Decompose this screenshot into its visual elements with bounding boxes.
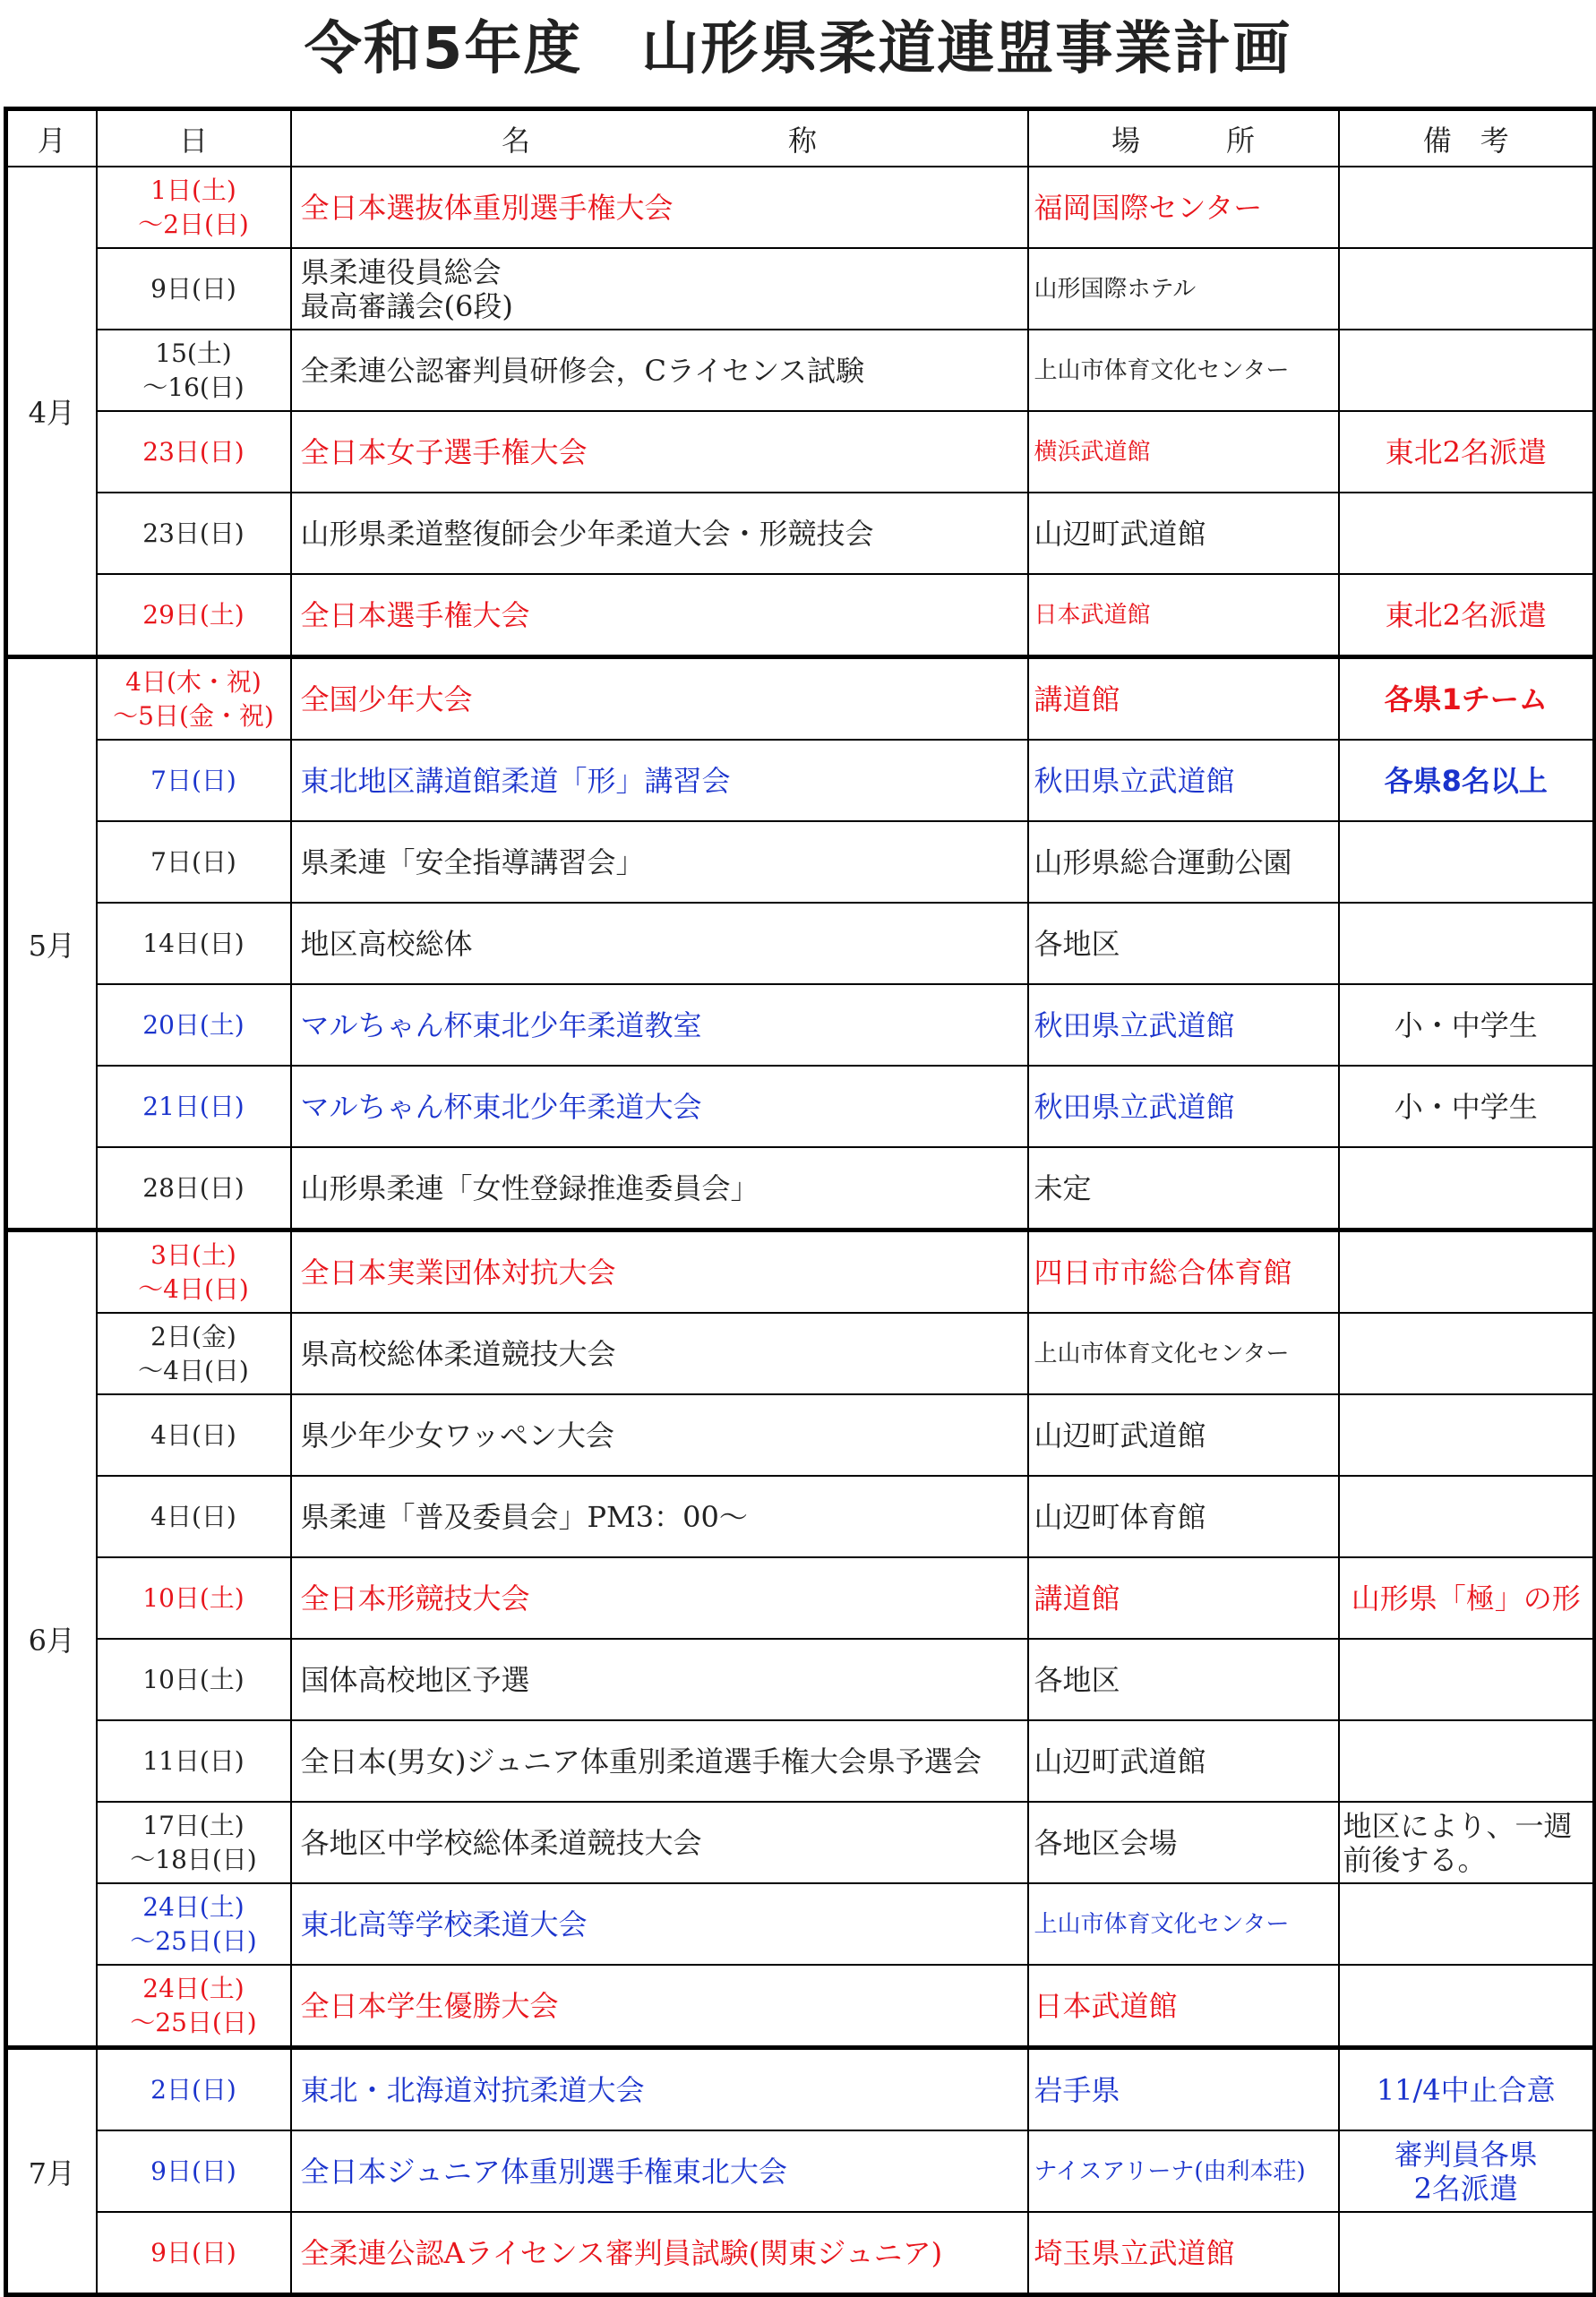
- note-cell: [1339, 1639, 1595, 1720]
- table-row: [6, 1557, 1595, 1639]
- table-row: [6, 1965, 1595, 2048]
- table-row: [6, 1720, 1595, 1802]
- event-name-cell: 全日本学生優勝大会: [291, 1965, 1028, 2048]
- date-cell: 15(土) ～16(日): [97, 330, 291, 411]
- table-row: [6, 1639, 1595, 1720]
- date-cell: 2日(日): [97, 2048, 291, 2131]
- place-cell: 講道館: [1028, 1557, 1339, 1639]
- date-cell: 24日(土) ～25日(日): [97, 1883, 291, 1965]
- date-cell: 17日(土) ～18日(日): [97, 1802, 291, 1883]
- note-cell: 東北2名派遣: [1339, 574, 1595, 657]
- table-row: [6, 574, 1595, 657]
- table-row: [6, 167, 1595, 248]
- note-cell: [1339, 1147, 1595, 1230]
- month-cell: 5月: [6, 657, 97, 1230]
- table-row: [6, 903, 1595, 984]
- event-name-cell: 山形県柔道整復師会少年柔道大会・形競技会: [291, 493, 1028, 574]
- place-cell: 各地区: [1028, 903, 1339, 984]
- schedule-table: [4, 107, 1596, 2297]
- place-cell: 未定: [1028, 1147, 1339, 1230]
- place-cell: 講道館: [1028, 657, 1339, 741]
- place-cell: 秋田県立武道館: [1028, 740, 1339, 821]
- header-row: [6, 109, 1595, 167]
- event-name-cell: 山形県柔連「女性登録推進委員会」: [291, 1147, 1028, 1230]
- note-cell: [1339, 493, 1595, 574]
- note-cell: 東北2名派遣: [1339, 411, 1595, 493]
- event-name-cell: 全国少年大会: [291, 657, 1028, 741]
- note-cell: [1339, 1313, 1595, 1394]
- place-cell: 上山市体育文化センター: [1028, 1883, 1339, 1965]
- event-name-cell: 全日本(男女)ジュニア体重別柔道選手権大会県予選会: [291, 1720, 1028, 1802]
- table-row: [6, 2048, 1595, 2131]
- table-row: [6, 2130, 1595, 2212]
- place-cell: 横浜武道館: [1028, 411, 1339, 493]
- event-name-cell: 全日本実業団体対抗大会: [291, 1230, 1028, 1314]
- date-cell: 1日(土) ～2日(日): [97, 167, 291, 248]
- date-cell: 14日(日): [97, 903, 291, 984]
- date-cell: 4日(木・祝) ～5日(金・祝): [97, 657, 291, 741]
- date-cell: 2日(金) ～4日(日): [97, 1313, 291, 1394]
- place-cell: 四日市市総合体育館: [1028, 1230, 1339, 1314]
- table-row: [6, 1476, 1595, 1557]
- page-title: 令和5年度 山形県柔道連盟事業計画: [304, 16, 1292, 82]
- header-day: 日: [97, 109, 291, 167]
- table-row: [6, 1394, 1595, 1476]
- table-row: [6, 248, 1595, 330]
- event-name-cell: 東北高等学校柔道大会: [291, 1883, 1028, 1965]
- event-name-cell: 県高校総体柔道競技大会: [291, 1313, 1028, 1394]
- date-cell: 9日(日): [97, 2212, 291, 2295]
- note-cell: 小・中学生: [1339, 984, 1595, 1066]
- event-name-cell: 全日本ジュニア体重別選手権東北大会: [291, 2130, 1028, 2212]
- event-name-cell: 国体高校地区予選: [291, 1639, 1028, 1720]
- note-cell: [1339, 1965, 1595, 2048]
- place-cell: ナイスアリーナ(由利本荘): [1028, 2130, 1339, 2212]
- table-row: [6, 411, 1595, 493]
- place-cell: 各地区: [1028, 1639, 1339, 1720]
- place-cell: 日本武道館: [1028, 574, 1339, 657]
- note-cell: [1339, 1883, 1595, 1965]
- note-cell: [1339, 1230, 1595, 1314]
- date-cell: 29日(土): [97, 574, 291, 657]
- month-cell: 7月: [6, 2048, 97, 2295]
- place-cell: 秋田県立武道館: [1028, 1066, 1339, 1147]
- note-cell: [1339, 821, 1595, 903]
- event-name-cell: 東北・北海道対抗柔道大会: [291, 2048, 1028, 2131]
- event-name-cell: 県柔連「安全指導講習会」: [291, 821, 1028, 903]
- date-cell: 4日(日): [97, 1476, 291, 1557]
- place-cell: 山形国際ホテル: [1028, 248, 1339, 330]
- date-cell: 23日(日): [97, 493, 291, 574]
- date-cell: 7日(日): [97, 821, 291, 903]
- place-cell: 秋田県立武道館: [1028, 984, 1339, 1066]
- date-cell: 24日(土) ～25日(日): [97, 1965, 291, 2048]
- event-name-cell: 県少年少女ワッペン大会: [291, 1394, 1028, 1476]
- event-name-cell: マルちゃん杯東北少年柔道教室: [291, 984, 1028, 1066]
- place-cell: 山辺町体育館: [1028, 1476, 1339, 1557]
- place-cell: 岩手県: [1028, 2048, 1339, 2131]
- event-name-cell: 全柔連公認審判員研修会，Cライセンス試験: [291, 330, 1028, 411]
- note-cell: 小・中学生: [1339, 1066, 1595, 1147]
- date-cell: 9日(日): [97, 248, 291, 330]
- note-cell: 各県8名以上: [1339, 740, 1595, 821]
- note-cell: [1339, 1476, 1595, 1557]
- place-cell: 福岡国際センター: [1028, 167, 1339, 248]
- place-cell: 日本武道館: [1028, 1965, 1339, 2048]
- note-cell: [1339, 1394, 1595, 1476]
- table-row: [6, 1230, 1595, 1314]
- table-row: [6, 1313, 1595, 1394]
- note-cell: 各県1チーム: [1339, 657, 1595, 741]
- date-cell: 4日(日): [97, 1394, 291, 1476]
- place-cell: 山辺町武道館: [1028, 1720, 1339, 1802]
- date-cell: 9日(日): [97, 2130, 291, 2212]
- event-name-cell: 県柔連役員総会 最高審議会(6段): [291, 248, 1028, 330]
- place-cell: 各地区会場: [1028, 1802, 1339, 1883]
- date-cell: 23日(日): [97, 411, 291, 493]
- table-row: [6, 1802, 1595, 1883]
- table-body: [6, 167, 1595, 2295]
- table-row: [6, 984, 1595, 1066]
- table-row: [6, 330, 1595, 411]
- date-cell: 10日(土): [97, 1557, 291, 1639]
- place-cell: 埼玉県立武道館: [1028, 2212, 1339, 2295]
- place-cell: 上山市体育文化センター: [1028, 330, 1339, 411]
- header-month: 月: [6, 109, 97, 167]
- table-row: [6, 1066, 1595, 1147]
- table-row: [6, 1147, 1595, 1230]
- place-cell: 山形県総合運動公園: [1028, 821, 1339, 903]
- date-cell: 10日(土): [97, 1639, 291, 1720]
- date-cell: 28日(日): [97, 1147, 291, 1230]
- place-cell: 山辺町武道館: [1028, 1394, 1339, 1476]
- note-cell: 審判員各県 2名派遣: [1339, 2130, 1595, 2212]
- table-row: [6, 1883, 1595, 1965]
- date-cell: 7日(日): [97, 740, 291, 821]
- header-note: 備 考: [1339, 109, 1595, 167]
- place-cell: 上山市体育文化センター: [1028, 1313, 1339, 1394]
- month-cell: 6月: [6, 1230, 97, 2048]
- header-place: 場 所: [1028, 109, 1339, 167]
- table-header: [6, 109, 1595, 167]
- note-cell: [1339, 2212, 1595, 2295]
- event-name-cell: 各地区中学校総体柔道競技大会: [291, 1802, 1028, 1883]
- event-name-cell: 全柔連公認Aライセンス審判員試験(関東ジュニア): [291, 2212, 1028, 2295]
- note-cell: [1339, 1720, 1595, 1802]
- table-row: [6, 821, 1595, 903]
- event-name-cell: 県柔連「普及委員会」PM3：00～: [291, 1476, 1028, 1557]
- table-row: [6, 2212, 1595, 2295]
- date-cell: 21日(日): [97, 1066, 291, 1147]
- event-name-cell: 東北地区講道館柔道「形」講習会: [291, 740, 1028, 821]
- event-name-cell: マルちゃん杯東北少年柔道大会: [291, 1066, 1028, 1147]
- header-name: 名 称: [291, 109, 1028, 167]
- table-row: [6, 493, 1595, 574]
- date-cell: 11日(日): [97, 1720, 291, 1802]
- place-cell: 山辺町武道館: [1028, 493, 1339, 574]
- month-cell: 4月: [6, 167, 97, 657]
- note-cell: 地区により、一週前後する。: [1339, 1802, 1595, 1883]
- note-cell: [1339, 903, 1595, 984]
- note-cell: [1339, 330, 1595, 411]
- event-name-cell: 全日本選手権大会: [291, 574, 1028, 657]
- event-name-cell: 全日本女子選手権大会: [291, 411, 1028, 493]
- event-name-cell: 地区高校総体: [291, 903, 1028, 984]
- event-name-cell: 全日本形競技大会: [291, 1557, 1028, 1639]
- date-cell: 20日(土): [97, 984, 291, 1066]
- note-cell: 山形県「極」の形: [1339, 1557, 1595, 1639]
- note-cell: 11/4中止合意: [1339, 2048, 1595, 2131]
- note-cell: [1339, 248, 1595, 330]
- event-name-cell: 全日本選抜体重別選手権大会: [291, 167, 1028, 248]
- date-cell: 3日(土) ～4日(日): [97, 1230, 291, 1314]
- table-row: [6, 740, 1595, 821]
- table-row: [6, 657, 1595, 741]
- note-cell: [1339, 167, 1595, 248]
